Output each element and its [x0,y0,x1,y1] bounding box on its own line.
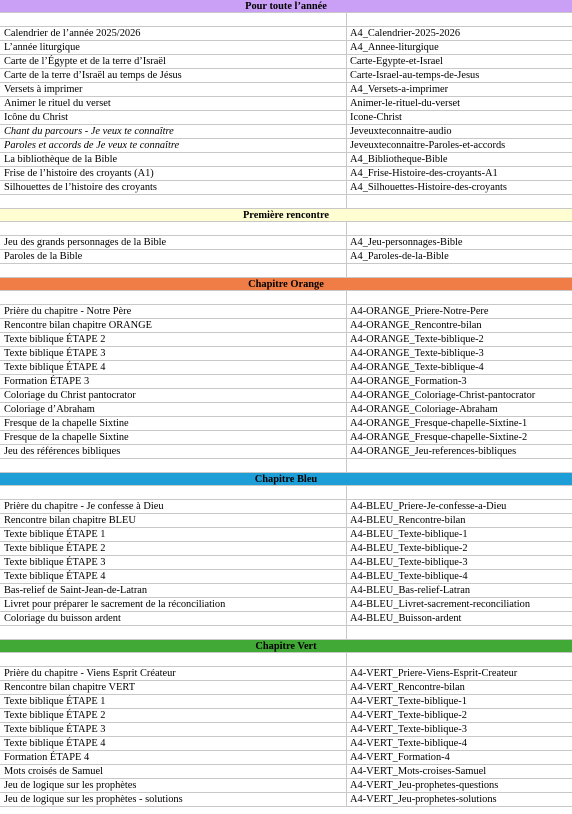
empty-row [0,13,572,27]
resource-file-cell[interactable]: A4-ORANGE_Formation-3 [350,376,467,387]
resource-file-cell[interactable] [347,291,572,304]
resource-file-cell[interactable] [347,222,572,235]
empty-row [0,222,572,236]
resource-file-cell[interactable]: A4-VERT_Texte-biblique-1 [350,696,467,707]
table-row [0,375,572,389]
table-row [0,793,572,807]
table-row [0,153,572,167]
table-row [0,695,572,709]
section-header-pour-toute-l-annee: Pour toute l’année [0,0,572,13]
resource-title-cell[interactable]: Calendrier de l’année 2025/2026 [0,27,347,40]
table-row [0,431,572,445]
resource-file-cell[interactable]: A4-BLEU_Priere-Je-confesse-a-Dieu [350,501,507,512]
resource-file-cell[interactable]: A4-ORANGE_Fresque-chapelle-Sixtine-2 [350,432,528,443]
resource-file-cell[interactable]: A4-BLEU_Texte-biblique-2 [350,543,468,554]
resource-file-cell[interactable]: A4-ORANGE_Jeu-references-bibliques [350,446,517,457]
resource-file-cell[interactable]: A4_Bibliotheque-Bible [350,154,448,165]
resource-title-cell[interactable]: Texte biblique ÉTAPE 1 [0,695,347,708]
table-row [0,528,572,542]
resource-title-cell[interactable]: Livret pour préparer le sacrement de la réconciliation [0,598,347,611]
resource-title-cell[interactable]: Texte biblique ÉTAPE 4 [0,570,347,583]
resource-file-cell[interactable]: Jeveuxteconnaitre-Paroles-et-accords [350,140,506,151]
table-row [0,139,572,153]
resource-title-cell[interactable] [0,13,347,26]
resource-title-cell[interactable]: Prière du chapitre - Notre Père [0,305,347,318]
resource-title-cell[interactable]: Rencontre bilan chapitre ORANGE [0,319,347,332]
table-row [0,319,572,333]
empty-row [0,459,572,473]
table-row [0,709,572,723]
resource-file-cell[interactable]: A4-BLEU_Texte-biblique-4 [350,571,468,582]
resource-file-cell[interactable]: A4_Annee-liturgique [350,42,439,53]
table-row [0,417,572,431]
resource-title-cell[interactable]: Rencontre bilan chapitre VERT [0,681,347,694]
table-row [0,305,572,319]
resource-title-cell[interactable]: Jeu des grands personnages de la Bible [0,236,347,249]
resource-title-cell[interactable] [0,653,347,666]
resource-title-cell[interactable]: L’année liturgique [0,41,347,54]
section-header-chapitre-vert: Chapitre Vert [0,640,572,653]
table-row [0,389,572,403]
resource-title-cell[interactable]: Silhouettes de l’histoire des croyants [0,181,347,194]
resource-title-cell[interactable]: Coloriage d’Abraham [0,403,347,416]
resource-file-cell[interactable]: A4-BLEU_Livret-sacrement-reconciliation [350,599,531,610]
resource-file-cell[interactable]: A4-ORANGE_Texte-biblique-4 [350,362,484,373]
table-row [0,500,572,514]
resource-file-cell[interactable]: Carte-Egypte-et-Israel [350,56,443,67]
resource-title-cell[interactable]: Animer le rituel du verset [0,97,347,110]
resource-title-cell[interactable] [0,264,347,277]
resource-title-cell[interactable]: Texte biblique ÉTAPE 4 [0,737,347,750]
resource-file-cell[interactable]: A4-BLEU_Texte-biblique-1 [350,529,468,540]
resource-title-cell[interactable]: Frise de l’histoire des croyants (A1) [0,167,347,180]
empty-row [0,486,572,500]
resource-title-cell[interactable]: Texte biblique ÉTAPE 1 [0,528,347,541]
empty-row [0,626,572,640]
resource-file-cell[interactable] [347,459,572,472]
resource-title-cell[interactable]: Rencontre bilan chapitre BLEU [0,514,347,527]
resource-title-cell[interactable] [0,486,347,499]
resource-title-cell[interactable]: Fresque de la chapelle Sixtine [0,417,347,430]
table-row [0,667,572,681]
resource-title-cell[interactable]: Texte biblique ÉTAPE 3 [0,556,347,569]
resource-file-cell[interactable] [347,264,572,277]
table-row [0,403,572,417]
resource-file-cell[interactable]: A4-ORANGE_Rencontre-bilan [350,320,482,331]
table-row [0,27,572,41]
resource-file-cell[interactable]: Carte-Israel-au-temps-de-Jesus [350,70,480,81]
table-row [0,737,572,751]
resource-title-cell[interactable]: Carte de la terre d’Israël au temps de Jésus [0,69,347,82]
table-row [0,97,572,111]
table-row [0,723,572,737]
resource-title-cell[interactable]: Paroles de la Bible [0,250,347,263]
resource-file-cell[interactable]: A4-VERT_Texte-biblique-4 [350,738,467,749]
section-header-chapitre-orange: Chapitre Orange [0,278,572,291]
resource-title-cell[interactable]: Fresque de la chapelle Sixtine [0,431,347,444]
resource-file-cell[interactable]: A4-VERT_Jeu-prophetes-questions [350,780,499,791]
resource-file-cell[interactable]: A4-VERT_Formation-4 [350,752,450,763]
resource-title-cell[interactable]: Paroles et accords de Je veux te connaître [0,139,347,152]
resource-title-cell[interactable]: Mots croisés de Samuel [0,765,347,778]
resource-file-cell[interactable]: A4-VERT_Texte-biblique-2 [350,710,467,721]
table-row [0,765,572,779]
table-row [0,779,572,793]
empty-row [0,195,572,209]
resource-title-cell[interactable]: Texte biblique ÉTAPE 2 [0,709,347,722]
table-row [0,598,572,612]
resource-file-cell[interactable]: A4-ORANGE_Fresque-chapelle-Sixtine-1 [350,418,528,429]
resource-title-cell[interactable]: Prière du chapitre - Viens Esprit Créateur [0,667,347,680]
table-row [0,333,572,347]
resource-file-cell[interactable] [347,486,572,499]
resource-file-cell[interactable]: A4-ORANGE_Coloriage-Christ-pantocrator [350,390,536,401]
resource-file-cell[interactable]: Animer-le-rituel-du-verset [350,98,460,109]
resource-file-cell[interactable]: A4-VERT_Priere-Viens-Esprit-Createur [350,668,518,679]
resource-title-cell[interactable]: Texte biblique ÉTAPE 3 [0,347,347,360]
resource-title-cell[interactable]: Icône du Christ [0,111,347,124]
resource-title-cell[interactable]: Coloriage du buisson ardent [0,612,347,625]
resource-title-cell[interactable]: Texte biblique ÉTAPE 4 [0,361,347,374]
resource-title-cell[interactable]: Jeu des références bibliques [0,445,347,458]
resource-file-cell[interactable]: A4_Frise-Histoire-des-croyants-A1 [350,168,498,179]
empty-row [0,291,572,305]
resource-file-cell[interactable]: A4-VERT_Rencontre-bilan [350,682,465,693]
resource-title-cell[interactable] [0,195,347,208]
resource-title-cell[interactable]: Prière du chapitre - Je confesse à Dieu [0,500,347,513]
resource-file-cell[interactable]: A4-ORANGE_Priere-Notre-Pere [350,306,489,317]
resource-file-cell[interactable]: Icone-Christ [350,112,402,123]
resource-title-cell[interactable]: Texte biblique ÉTAPE 2 [0,333,347,346]
resource-file-cell[interactable]: A4_Calendrier-2025-2026 [350,28,461,39]
table-row [0,347,572,361]
table-row [0,612,572,626]
table-row [0,556,572,570]
resource-file-cell[interactable]: Jeveuxteconnaitre-audio [350,126,452,137]
empty-row [0,653,572,667]
empty-row [0,264,572,278]
table-row [0,445,572,459]
resource-file-cell[interactable] [347,626,572,639]
table-row [0,584,572,598]
resource-file-cell[interactable]: A4-VERT_Mots-croises-Samuel [350,766,487,777]
table-row [0,542,572,556]
section-header-premiere-rencontre: Première rencontre [0,209,572,222]
table-row [0,111,572,125]
resource-title-cell[interactable]: Bas-relief de Saint-Jean-de-Latran [0,584,347,597]
table-row [0,236,572,250]
resource-file-cell[interactable] [347,653,572,666]
resource-file-cell[interactable]: A4-BLEU_Bas-relief-Latran [350,585,471,596]
resource-file-cell[interactable]: A4-ORANGE_Texte-biblique-2 [350,334,484,345]
table-row [0,83,572,97]
table-row [0,751,572,765]
table-row [0,361,572,375]
resource-title-cell[interactable]: Carte de l’Égypte et de la terre d’Israël [0,55,347,68]
resource-file-cell[interactable]: A4-ORANGE_Texte-biblique-3 [350,348,484,359]
resource-title-cell[interactable]: Texte biblique ÉTAPE 2 [0,542,347,555]
resource-file-cell[interactable]: A4-VERT_Texte-biblique-3 [350,724,467,735]
table-row [0,167,572,181]
resource-file-cell[interactable]: A4-ORANGE_Coloriage-Abraham [350,404,498,415]
resource-title-cell[interactable]: Versets à imprimer [0,83,347,96]
resource-file-cell[interactable] [347,195,572,208]
resource-file-cell[interactable]: A4_Versets-a-imprimer [350,84,449,95]
resource-title-cell[interactable]: Chant du parcours - Je veux te connaître [0,125,347,138]
table-row [0,250,572,264]
table-row [0,69,572,83]
resource-title-cell[interactable] [0,626,347,639]
resource-title-cell[interactable]: Texte biblique ÉTAPE 3 [0,723,347,736]
table-row [0,514,572,528]
resource-title-cell[interactable] [0,459,347,472]
resource-file-cell[interactable]: A4-BLEU_Texte-biblique-3 [350,557,468,568]
resource-file-cell[interactable]: A4_Silhouettes-Histoire-des-croyants [350,182,507,193]
resource-title-cell[interactable] [0,291,347,304]
table-row [0,41,572,55]
resource-file-cell[interactable]: A4-BLEU_Buisson-ardent [350,613,462,624]
table-row [0,125,572,139]
resource-title-cell[interactable]: Formation ÉTAPE 4 [0,751,347,764]
resource-file-cell[interactable] [347,13,572,26]
table-row [0,570,572,584]
resource-file-cell[interactable]: A4-VERT_Jeu-prophetes-solutions [350,794,497,805]
resource-title-cell[interactable]: Jeu de logique sur les prophètes [0,779,347,792]
resource-file-cell[interactable]: A4_Jeu-personnages-Bible [350,237,463,248]
resource-title-cell[interactable]: Jeu de logique sur les prophètes - solutions [0,793,347,806]
resource-title-cell[interactable]: Formation ÉTAPE 3 [0,375,347,388]
resource-file-cell[interactable]: A4-BLEU_Rencontre-bilan [350,515,466,526]
table-row [0,55,572,69]
section-header-chapitre-bleu: Chapitre Bleu [0,473,572,486]
table-row [0,681,572,695]
resource-title-cell[interactable]: La bibliothèque de la Bible [0,153,347,166]
resource-title-cell[interactable] [0,222,347,235]
resource-title-cell[interactable]: Coloriage du Christ pantocrator [0,389,347,402]
table-row [0,181,572,195]
resource-file-cell[interactable]: A4_Paroles-de-la-Bible [350,251,449,262]
